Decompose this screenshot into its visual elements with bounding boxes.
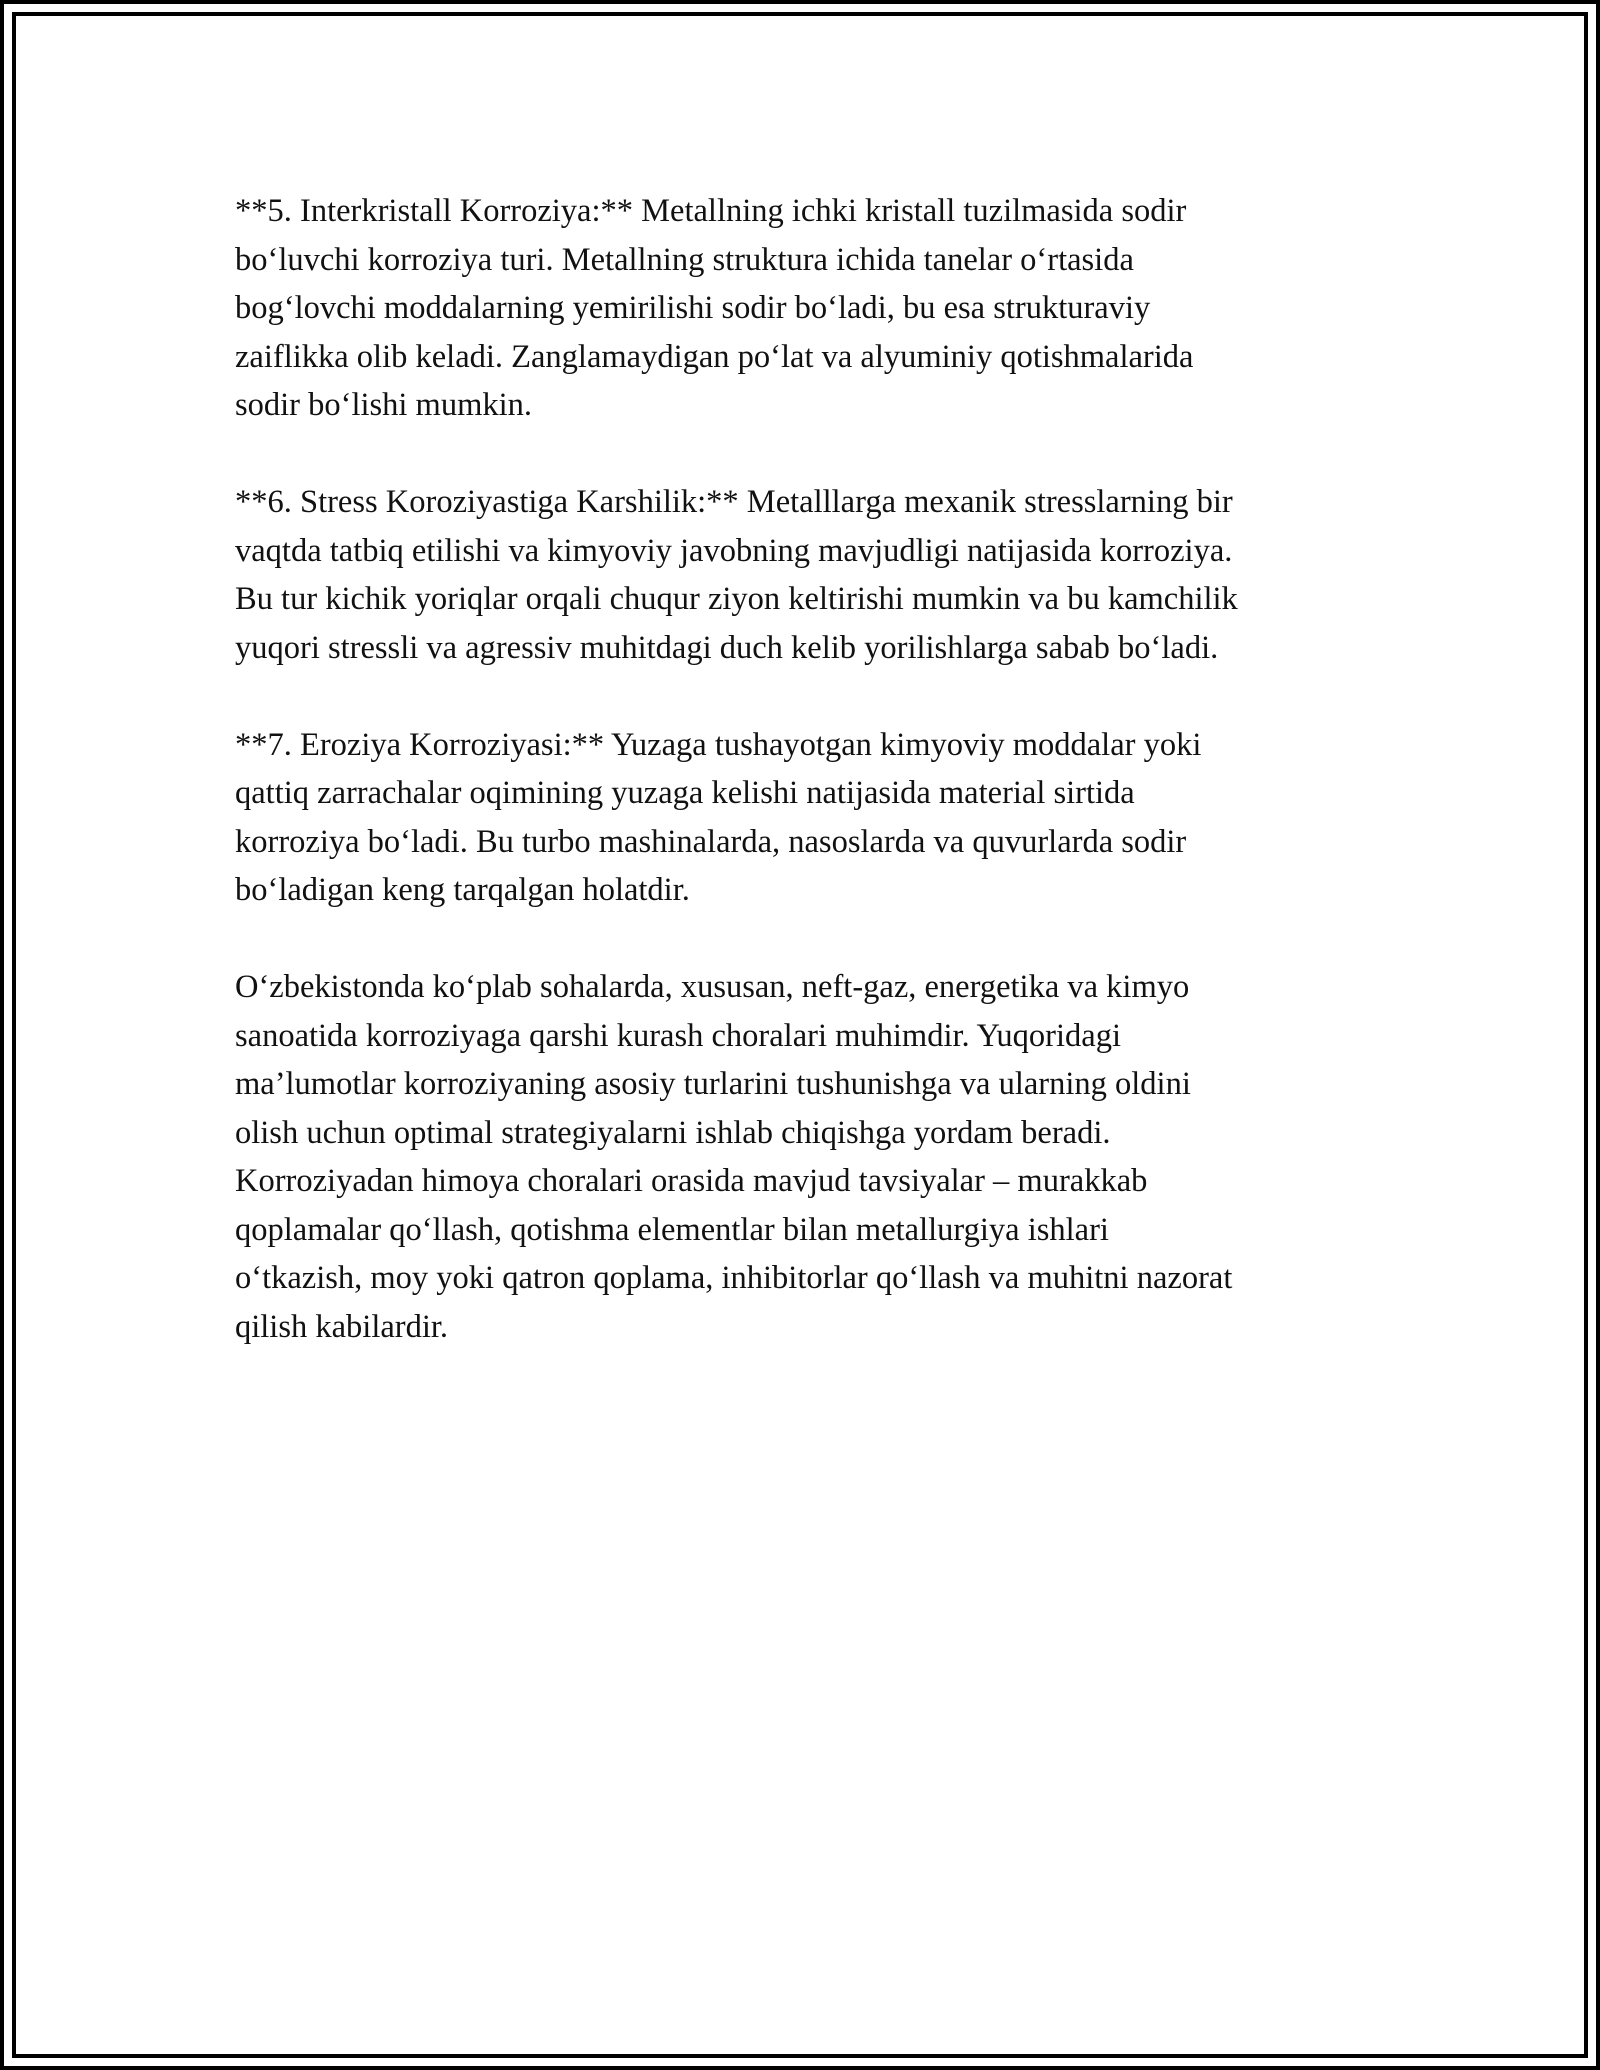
paragraph-erosion-corrosion: **7. Eroziya Korroziyasi:** Yuzaga tushayotgan kimyoviy moddalar yoki qattiq zarrachalar oqimining yuzaga kelishi natijasida material sirtida korroziya bo‘ladi. Bu turbo mashinalarda, nasoslarda va quvurlarda sodir bo‘ladigan keng tarqalgan holatdir.: [235, 726, 1202, 908]
paragraph-conclusion: O‘zbekistonda ko‘plab sohalarda, xususan, neft-gaz, energetika va kimyo sanoatida korroziyaga qarshi kurash choralari muhimdir. Yuqoridagi ma’lumotlar korroziyaning asosiy turlarini tushunishga va ularning oldini olish uchun optimal strategiyalarni ishlab chiqishga yordam beradi. Korroziyadan himoya choralari orasida mavjud tavsiyalar – murakkab qoplamalar qo‘llash, qotishma elementlar bilan metallurgiya ishlari o‘tkazish, moy yoki qatron qoplama, inhibitorlar qo‘llash va muhitni nazorat qilish kabilardir.: [235, 969, 1233, 1345]
paragraph-stress-corrosion: **6. Stress Koroziyastiga Karshilik:** Metalllarga mexanik stresslarning bir vaqtda tatbiq etilishi va kimyoviy javobning mavjudligi natijasida korroziya. Bu tur kichik yoriqlar orqali chuqur ziyon keltirishi mumkin va bu kamchilik yuqori stressli va agressiv muhitdagi duch kelib yorilishlarga sabab bo‘ladi.: [235, 484, 1238, 666]
document-body: [235, 187, 1385, 1400]
paragraph-intergranular-corrosion: **5. Interkristall Korroziya:** Metallning ichki kristall tuzilmasida sodir bo‘luvchi korroziya turi. Metallning struktura ichida tanelar o‘rtasida bog‘lovchi moddalarning yemirilishi sodir bo‘ladi, bu esa strukturaviy zaiflikka olib keladi. Zanglamaydigan po‘lat va alyuminiy qotishmalarida sodir bo‘lishi mumkin.: [235, 193, 1194, 423]
